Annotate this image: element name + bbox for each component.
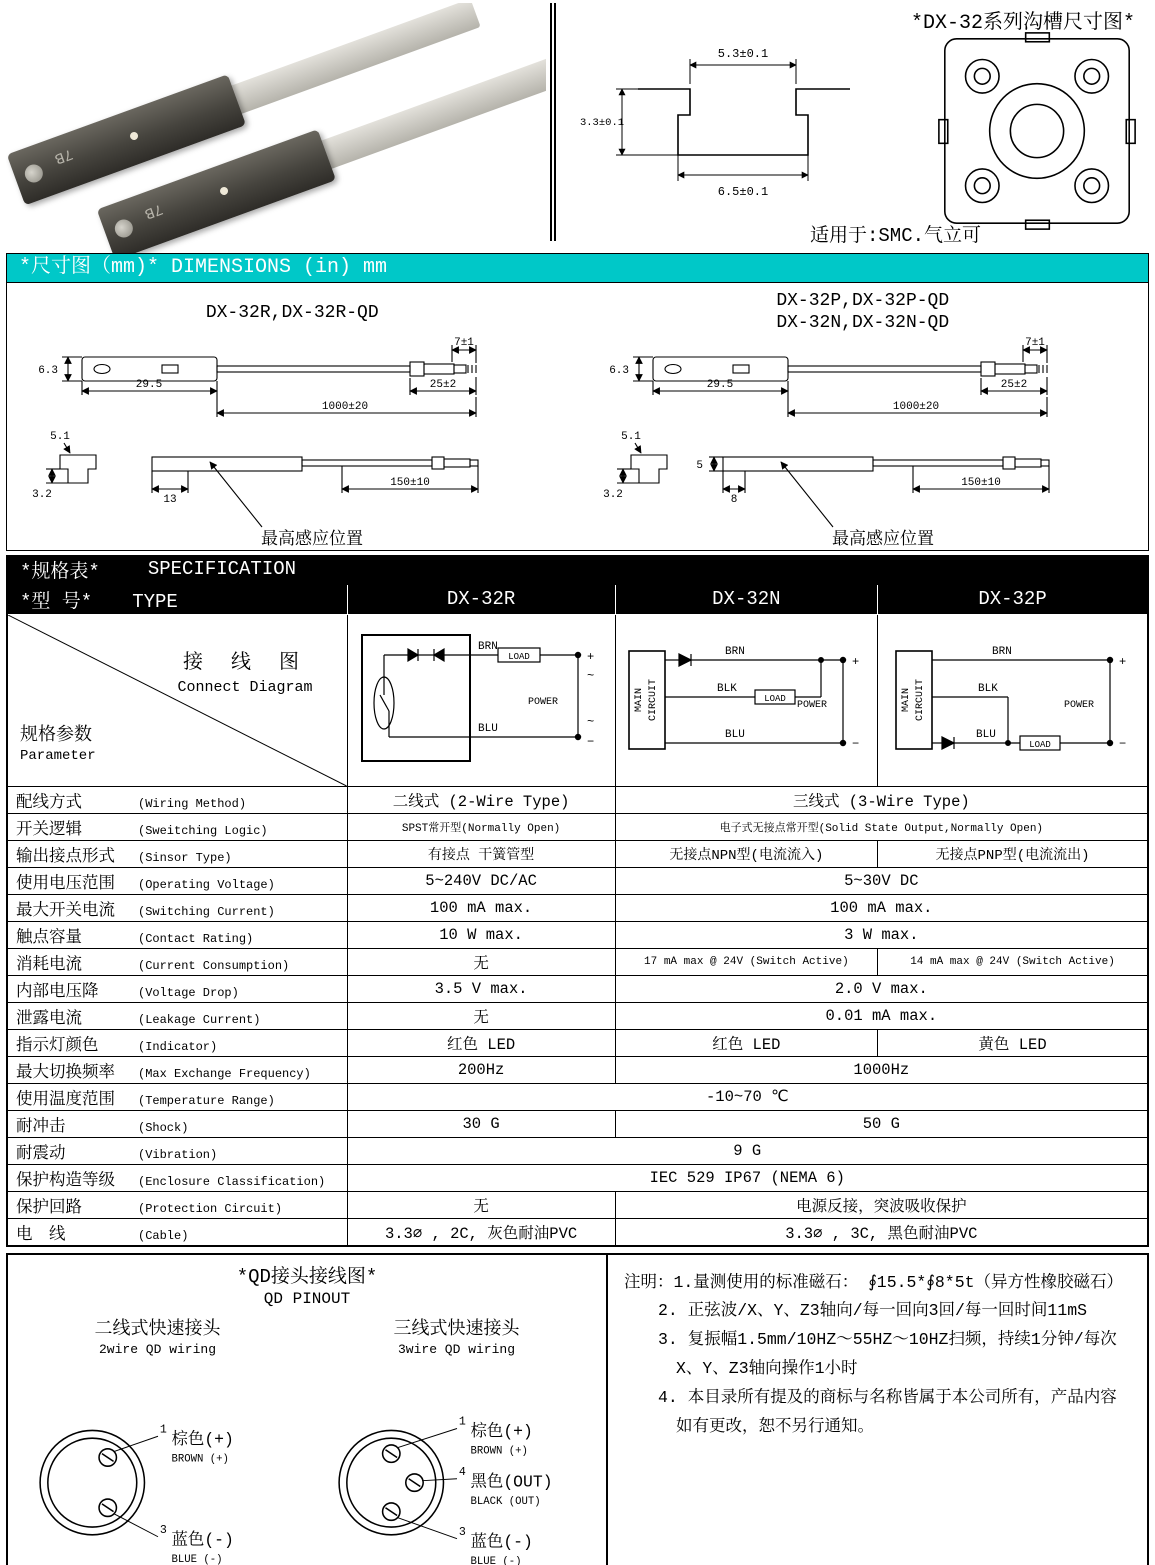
param-label <box>7 840 347 867</box>
qd-title-en: QD PINOUT <box>263 1289 351 1308</box>
dimension-drawing-right <box>583 335 1143 550</box>
spec-value: 红色 LED <box>615 1029 877 1056</box>
param-label <box>7 1029 347 1056</box>
main-circuit-label-2: CIRCUIT <box>648 678 660 722</box>
dim-label-7: 7±1 <box>1024 337 1045 349</box>
pin-number: 1 <box>159 1422 167 1436</box>
model-header-dx32p: DX-32P <box>878 584 1148 614</box>
dim-right-title-1: DX-32P,DX-32P-QD <box>776 291 950 311</box>
dimensions-section <box>6 283 1149 551</box>
screw-icon <box>112 217 135 240</box>
pin-label-en: BROWN (+) <box>171 1452 229 1465</box>
dim-label-8: 8 <box>730 494 738 506</box>
spec-row-vibration <box>7 1137 1148 1164</box>
dim-right-title-2: DX-32N,DX-32N-QD <box>776 312 950 333</box>
spec-value: 14 mA max @ 24V (Switch Active) <box>878 948 1148 975</box>
wire-label-brn: BRN <box>991 646 1012 658</box>
wire-label-blk: BLK <box>717 683 738 695</box>
parameter-title-cn: 规格参数 <box>20 725 92 746</box>
dimension-drawing-left-half <box>7 283 578 550</box>
spec-value: -10~70 ℃ <box>347 1083 1148 1110</box>
pin-number: 3 <box>458 1525 466 1539</box>
dim-label-25: 25±2 <box>430 379 457 391</box>
spec-value: 200Hz <box>347 1056 615 1083</box>
main-circuit-label-2: CIRCUIT <box>914 678 926 722</box>
screw-icon <box>22 162 45 185</box>
param-en: (Cable) <box>138 1228 189 1243</box>
type-label-en: TYPE <box>132 590 178 613</box>
circuit-cell-dx32r <box>347 614 615 786</box>
wire-label-brn: BRN <box>725 646 746 658</box>
model-header-dx32n: DX-32N <box>615 584 877 614</box>
dim-label-150: 150±10 <box>960 477 1001 489</box>
spec-row-voltage-drop <box>7 975 1148 1002</box>
wire-label-blu: BLU <box>725 729 746 741</box>
ac-symbol: ~ <box>587 669 595 683</box>
param-label <box>7 1002 347 1029</box>
spec-row-contact-rating <box>7 921 1148 948</box>
spec-value: 100 mA max. <box>347 894 615 921</box>
pin-label-en: BLUE (-) <box>470 1555 522 1565</box>
param-cn: 耐震动 <box>16 1143 66 1163</box>
note-item-1: 1.量测使用的标准磁石： ∮15.5*∮8*5t（异方性橡胶磁石） <box>673 1272 1124 1292</box>
param-en: (Switching Current) <box>138 904 275 919</box>
spec-value: 二线式 (2-Wire Type) <box>347 786 615 813</box>
groove-dim-side: 3.3±0.1 <box>579 117 625 129</box>
spec-row-cable <box>7 1218 1148 1246</box>
param-label <box>7 867 347 894</box>
spec-value: 10 W max. <box>347 921 615 948</box>
param-en: (Max Exchange Frequency) <box>138 1066 311 1081</box>
dim-label-63: 6.3 <box>608 365 629 377</box>
spec-row-switching-logic <box>7 813 1148 840</box>
circuit-cell-dx32p <box>878 614 1148 786</box>
param-label <box>7 813 347 840</box>
model-header-dx32r: DX-32R <box>347 584 615 614</box>
spec-row-wiring-method <box>7 786 1148 813</box>
plus-terminal: + <box>1118 655 1126 669</box>
param-label <box>7 1137 347 1164</box>
notes-box <box>608 1255 1147 1565</box>
connector-2wire-diagram <box>12 1357 304 1565</box>
ac-symbol: ~ <box>587 715 595 729</box>
param-cn: 触点容量 <box>16 927 82 947</box>
main-circuit-label-1: MAIN <box>634 687 646 713</box>
qd-2wire-header-cn: 二线式快速接头 <box>94 1319 221 1340</box>
dim-left-title: DX-32R,DX-32R-QD <box>205 303 379 323</box>
pin-number: 4 <box>458 1465 466 1479</box>
spec-value: 30 G <box>347 1110 615 1137</box>
param-en: (Voltage Drop) <box>138 985 239 1000</box>
param-label <box>7 1083 347 1110</box>
note-line-4: 4. 本目录所有提及的商标与名称皆属于本公司所有，产品内容如有更改，恕不另行通知。 <box>658 1388 1117 1436</box>
param-cn: 开关逻辑 <box>16 819 82 839</box>
param-cn: 输出接点形式 <box>16 846 115 866</box>
param-en: (Enclosure Classification) <box>138 1174 326 1189</box>
sensor-tag: 7B <box>142 199 165 222</box>
spec-row-switching-current <box>7 894 1148 921</box>
dim-label-25: 25±2 <box>1000 379 1027 391</box>
spec-row-protection-circuit <box>7 1191 1148 1218</box>
spec-value: 100 mA max. <box>615 894 1148 921</box>
spec-value: 无 <box>347 1002 615 1029</box>
param-cn: 泄露电流 <box>16 1008 82 1028</box>
param-cn: 使用电压范围 <box>16 873 115 893</box>
spec-row-enclosure <box>7 1164 1148 1191</box>
spec-value: 黄色 LED <box>878 1029 1148 1056</box>
spec-value: 无接点PNP型(电流流出) <box>878 840 1148 867</box>
spec-row-operating-voltage <box>7 867 1148 894</box>
param-en: (Operating Voltage) <box>138 877 275 892</box>
param-en: (Current Consumption) <box>138 958 290 973</box>
param-label <box>7 786 347 813</box>
param-en: (Temperature Range) <box>138 1093 275 1108</box>
spec-value: 无接点NPN型(电流流入) <box>615 840 877 867</box>
power-label: POWER <box>528 697 559 708</box>
spec-value: 50 G <box>615 1110 1148 1137</box>
wire-label-blu: BLU <box>478 723 498 735</box>
dim-right-title <box>578 291 1149 335</box>
parameter-title-en: Parameter <box>20 747 96 764</box>
minus-terminal: − <box>852 737 860 751</box>
pin-label-cn: 棕色(+) <box>470 1421 533 1441</box>
param-en: (Contact Rating) <box>138 931 254 946</box>
circuit-dx32n <box>621 625 871 770</box>
qd-2wire-group <box>8 1308 307 1565</box>
power-label: POWER <box>797 700 828 711</box>
load-label: LOAD <box>508 652 530 662</box>
spec-row-sensor-type <box>7 840 1148 867</box>
led-indicator-icon <box>129 131 139 141</box>
max-sensing-position-label: 最高感应位置 <box>831 531 934 550</box>
spec-value: 3.3∅ , 2C, 灰色耐油PVC <box>347 1218 615 1246</box>
param-en: (Shock) <box>138 1120 189 1135</box>
bottom-section <box>6 1253 1149 1565</box>
plus-terminal: + <box>587 650 595 664</box>
param-cn: 电 线 <box>16 1224 66 1244</box>
note-line-3: 3. 复振幅1.5mm/10HZ～55HZ～10HZ扫频，持续1分钟/每次X、Y、Z3轴向操作1小时 <box>658 1330 1117 1379</box>
pin-label-cn: 蓝色(-) <box>470 1531 533 1551</box>
connect-diagram-row <box>7 614 1148 786</box>
spec-row-max-frequency <box>7 1056 1148 1083</box>
qd-3wire-group <box>307 1308 606 1565</box>
pin-label-en: BROWN (+) <box>470 1445 528 1458</box>
dim-label-295: 29.5 <box>136 379 163 391</box>
dim-label-7: 7±1 <box>454 337 475 349</box>
groove-area <box>560 3 1149 253</box>
type-cell <box>7 584 347 614</box>
param-en: (Sweitching Logic) <box>138 823 268 838</box>
sensor-tag: 7B <box>52 144 75 167</box>
wire-label-blu: BLU <box>975 729 996 741</box>
spec-value: 无 <box>347 1191 615 1218</box>
param-cn: 最大开关电流 <box>16 900 115 920</box>
dim-label-13: 13 <box>163 494 177 506</box>
param-label <box>7 1191 347 1218</box>
spec-value: 电源反接，突波吸收保护 <box>615 1191 1148 1218</box>
spec-value: 0.01 mA max. <box>615 1002 1148 1029</box>
connect-diagram-title-en: Connect Diagram <box>177 678 313 696</box>
pin-label-en: BLUE (-) <box>171 1553 223 1565</box>
groove-dim-top: 5.3±0.1 <box>717 47 769 61</box>
param-en: (Indicator) <box>138 1039 218 1054</box>
spec-value: IEC 529 IP67 (NEMA 6) <box>347 1164 1148 1191</box>
minus-terminal: − <box>1118 737 1126 751</box>
qd-pinout-box <box>8 1255 608 1565</box>
dim-label-295: 29.5 <box>706 379 733 391</box>
max-sensing-position-label: 最高感应位置 <box>261 531 364 550</box>
spec-value: 红色 LED <box>347 1029 615 1056</box>
param-cn: 指示灯颜色 <box>16 1035 99 1055</box>
dim-label-1000: 1000±20 <box>322 401 369 413</box>
pin-label-cn: 黑色(OUT) <box>470 1471 553 1491</box>
param-en: (Protection Circuit) <box>138 1201 283 1216</box>
circuit-dx32r <box>356 625 606 770</box>
spec-banner-en: SPECIFICATION <box>147 558 297 580</box>
load-label: LOAD <box>1028 740 1051 750</box>
minus-terminal: − <box>587 735 595 749</box>
spec-banner-cn: *规格表* <box>20 560 100 583</box>
spec-banner <box>6 555 1149 583</box>
param-label <box>7 921 347 948</box>
dimension-drawing-left <box>12 335 572 550</box>
pin-number: 3 <box>159 1523 167 1537</box>
parameter-title <box>20 720 96 764</box>
type-label-cn: *型 号* <box>20 590 93 613</box>
dim-label-32: 3.2 <box>602 489 623 501</box>
model-header-row <box>7 584 1148 614</box>
dimension-drawing-right-half <box>578 283 1149 550</box>
pin-number: 1 <box>458 1415 466 1429</box>
qd-title-cn: *QD接头接线图* <box>236 1265 378 1288</box>
groove-dim-bottom: 6.5±0.1 <box>717 185 769 199</box>
param-cn: 消耗电流 <box>16 954 82 974</box>
circuit-dx32p <box>888 625 1138 770</box>
param-label <box>7 948 347 975</box>
param-label <box>7 1218 347 1246</box>
param-cn: 最大切换频率 <box>16 1062 115 1082</box>
plus-terminal: + <box>852 655 860 669</box>
top-row <box>6 3 1149 253</box>
spec-value: 5~240V DC/AC <box>347 867 615 894</box>
qd-2wire-header-en: 2wire QD wiring <box>98 1341 217 1357</box>
connect-diagram-title-cn: 接 线 图 <box>182 651 307 675</box>
spec-value: SPST常开型(Normally Open) <box>347 813 615 840</box>
pin-label-cn: 棕色(+) <box>171 1429 234 1449</box>
param-en: (Sinsor Type) <box>138 850 232 865</box>
param-en: (Leakage Current) <box>138 1012 261 1027</box>
param-label <box>7 1056 347 1083</box>
dimensions-banner: *尺寸图（mm)* DIMENSIONS (in) mm <box>6 253 1149 283</box>
spec-row-temperature-range <box>7 1083 1148 1110</box>
power-label: POWER <box>1063 700 1094 711</box>
spec-value: 9 G <box>347 1137 1148 1164</box>
spec-row-leakage-current <box>7 1002 1148 1029</box>
connect-diagram-title <box>177 645 312 696</box>
param-label <box>7 1110 347 1137</box>
param-en: (Wiring Method) <box>138 796 247 811</box>
param-label <box>7 894 347 921</box>
spec-value: 5~30V DC <box>615 867 1148 894</box>
spec-value: 有接点 干簧管型 <box>347 840 615 867</box>
spec-row-indicator <box>7 1029 1148 1056</box>
spec-value: 电子式无接点常开型(Solid State Output,Normally Open) <box>615 813 1148 840</box>
flange-diagram <box>931 25 1143 237</box>
led-indicator-icon <box>219 186 229 196</box>
pin-label-en: BLACK (OUT) <box>470 1495 541 1508</box>
param-cn: 内部电压降 <box>16 981 99 1001</box>
dim-label-51: 5.1 <box>50 431 71 443</box>
param-cn: 保护回路 <box>16 1197 82 1217</box>
spec-row-current-consumption <box>7 948 1148 975</box>
param-cn: 耐冲击 <box>16 1116 66 1136</box>
spec-table <box>6 583 1149 1247</box>
param-en: (Vibration) <box>138 1147 218 1162</box>
circuit-cell-dx32n <box>615 614 877 786</box>
spec-value: 3 W max. <box>615 921 1148 948</box>
wire-label-blk: BLK <box>977 683 998 695</box>
qd-3wire-header-en: 3wire QD wiring <box>397 1341 516 1357</box>
note-line-2: 2. 正弦波/X、Y、Z3轴向/每一回向3回/每一回时间11mS <box>658 1301 1088 1321</box>
wire-label-brn: BRN <box>478 641 498 653</box>
qd-3wire-header-cn: 三线式快速接头 <box>393 1319 520 1340</box>
param-cn: 保护构造等级 <box>16 1170 115 1190</box>
groove-cross-section-diagram <box>578 29 878 241</box>
connector-3wire-diagram <box>311 1357 603 1565</box>
dim-label-63: 6.3 <box>38 365 59 377</box>
applicable-brands-text: 适用于:SMC.气立可 <box>810 225 982 247</box>
spec-value: 3.5 V max. <box>347 975 615 1002</box>
spec-row-shock <box>7 1110 1148 1137</box>
spec-value: 3.3∅ , 3C, 黑色耐油PVC <box>615 1218 1148 1246</box>
spec-value: 17 mA max @ 24V (Switch Active) <box>615 948 877 975</box>
note-line-1 <box>624 1269 1133 1298</box>
section-divider <box>550 3 556 241</box>
dim-label-1000: 1000±20 <box>892 401 939 413</box>
pin-label-cn: 蓝色(-) <box>171 1529 234 1549</box>
dim-label-5: 5 <box>696 460 703 472</box>
connect-diagram-header-cell <box>7 614 347 786</box>
dim-label-32: 3.2 <box>32 489 53 501</box>
spec-value: 1000Hz <box>615 1056 1148 1083</box>
notes-lead: 注明： <box>624 1272 674 1292</box>
load-label: LOAD <box>764 694 787 704</box>
dim-label-150: 150±10 <box>390 477 431 489</box>
spec-value: 无 <box>347 948 615 975</box>
param-label <box>7 1164 347 1191</box>
param-cn: 配线方式 <box>16 792 82 812</box>
product-photo <box>6 3 546 253</box>
main-circuit-label-1: MAIN <box>900 687 912 713</box>
param-label <box>7 975 347 1002</box>
param-cn: 使用温度范围 <box>16 1089 115 1109</box>
dim-label-51: 5.1 <box>620 431 641 443</box>
spec-value: 三线式 (3-Wire Type) <box>615 786 1148 813</box>
groove-diagram-title: *DX-32系列沟槽尺寸图* <box>910 12 1135 35</box>
spec-value: 2.0 V max. <box>615 975 1148 1002</box>
